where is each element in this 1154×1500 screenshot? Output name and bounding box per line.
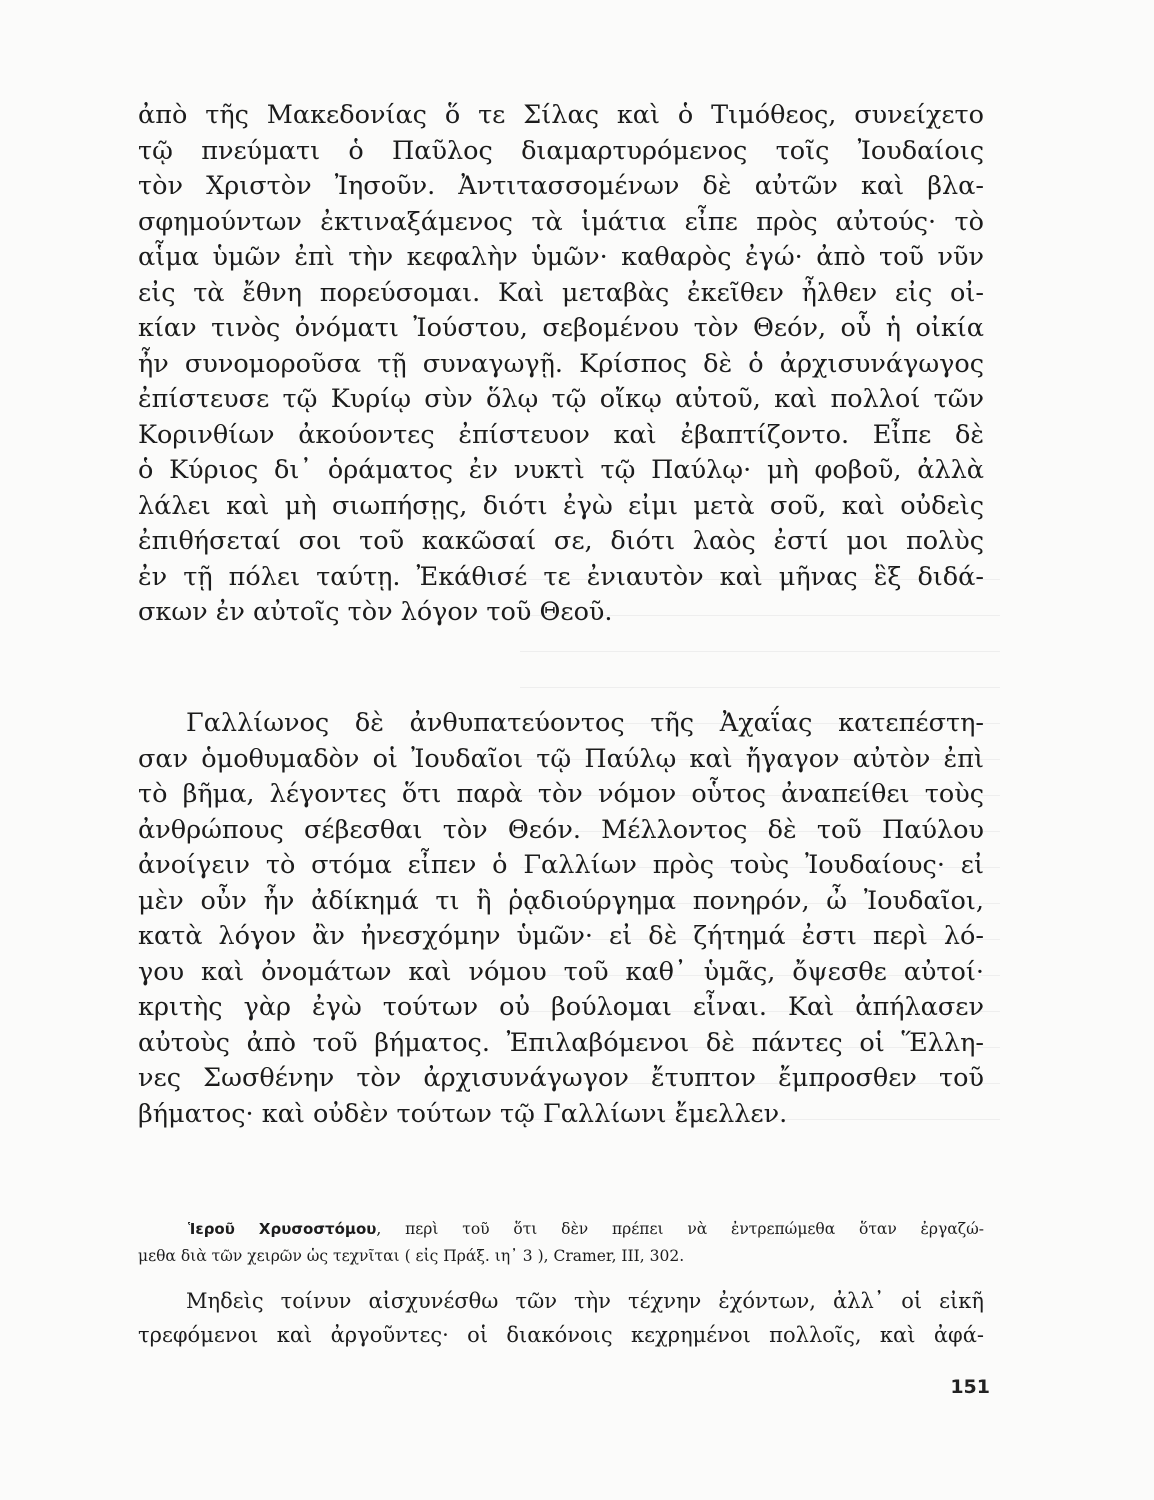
source-author: Ἱεροῦ Χρυσοστόμου [188,1220,377,1238]
text-line: ἦν συνομοροῦσα τῇ συναγωγῇ. Κρίσπος δὲ ὁ ἀρχισυνάγωγος [138,348,984,379]
text-line: Γαλλίωνος δὲ ἀνθυπατεύοντος τῆς Ἀχαΐας κατεπέστη- [186,708,984,738]
quote-line: τρεφόμενοι καὶ ἀργοῦντες· οἱ διακόνοις κεχρημένοι πολλοῖς, καὶ ἀφά- [138,1323,984,1347]
text-line: αὐτοὺς ἀπὸ τοῦ βήματος. Ἐπιλαβόμενοι δὲ πάντες οἱ Ἕλλη- [138,1027,984,1058]
page-number: 151 [950,1376,990,1398]
text-line: Κορινθίων ἀκούοντες ἐπίστευον καὶ ἐβαπτίζοντο. Εἶπε δὲ [138,419,984,450]
text-line: ἀνοίγειν τὸ στόμα εἶπεν ὁ Γαλλίων πρὸς τοὺς Ἰουδαίους· εἰ [138,850,984,880]
text-line: γου καὶ ὀνομάτων καὶ νόμου τοῦ καθ᾽ ὑμᾶς, ὄψεσθε αὐτοί· [138,956,984,987]
text-line: σφημούντων ἐκτιναξάμενος τὰ ἱμάτια εἶπε πρὸς αὐτούς· τὸ [138,206,984,237]
text-line: νες Σωσθένην τὸν ἀρχισυνάγωγον ἔτυπτον ἔμπροσθεν τοῦ [138,1063,984,1093]
text-line: λάλει καὶ μὴ σιωπήσῃς, διότι ἐγὼ εἰμι μετὰ σοῦ, καὶ οὐδεὶς [138,490,984,521]
text-line: σαν ὁμοθυμαδὸν οἱ Ἰουδαῖοι τῷ Παύλῳ καὶ ἤγαγον αὐτὸν ἐπὶ [138,743,984,774]
quotation [138,1284,984,1352]
paragraph-1 [138,98,984,631]
text-line: ἀνθρώπους σέβεσθαι τὸν Θεόν. Μέλλοντος δὲ τοῦ Παύλου [138,814,984,845]
text-line: τὸ βῆμα, λέγοντες ὅτι παρὰ τὸν νόμον οὗτος ἀναπείθει τοὺς [138,779,984,809]
text-line: τῷ πνεύματι ὁ Παῦλος διαμαρτυρόμενος τοῖς Ἰουδαίοις [138,135,984,166]
text-line: ἐπιθήσεταί σοι τοῦ κακῶσαί σε, διότι λαὸς ἐστί μοι πολὺς [138,526,984,556]
text-line: κίαν τινὸς ὀνόματι Ἰούστου, σεβομένου τὸν Θεόν, οὗ ἡ οἰκία [138,313,984,343]
text-line: σκων ἐν αὐτοῖς τὸν λόγον τοῦ Θεοῦ. [138,597,613,627]
text-line: τὸν Χριστὸν Ἰησοῦν. Ἀντιτασσομένων δὲ αὐτῶν καὶ βλα- [138,171,984,201]
text-line: μὲν οὖν ἦν ἀδίκημά τι ἢ ῥᾳδιούργημα πονηρόν, ὦ Ἰουδαῖοι, [138,885,984,916]
source-note [138,1216,984,1270]
source-note-text: , περὶ τοῦ ὅτι δὲν πρέπει νὰ ἐντρεπώμεθα ὅταν ἐργαζώ- [376,1220,984,1238]
text-line: κριτὴς γὰρ ἐγὼ τούτων οὐ βούλομαι εἶναι. Καὶ ἀπήλασεν [138,992,984,1022]
text-line: βήματος· καὶ οὐδὲν τούτων τῷ Γαλλίωνι ἔμελλεν. [138,1098,788,1129]
quote-line: Μηδεὶς τοίνυν αἰσχυνέσθω τῶν τὴν τέχνην ἐχόντων, ἀλλ᾽ οἱ εἰκῆ [186,1289,984,1313]
text-line: ἐν τῇ πόλει ταύτῃ. Ἐκάθισέ τε ἐνιαυτὸν καὶ μῆνας ἓξ διδά- [138,561,984,592]
text-line: κατὰ λόγον ἂν ἠνεσχόμην ὑμῶν· εἰ δὲ ζήτημά ἐστι περὶ λό- [138,921,984,951]
text-line: εἰς τὰ ἔθνη πορεύσομαι. Καὶ μεταβὰς ἐκεῖθεν ἦλθεν εἰς οἰ- [138,277,984,308]
paragraph-2 [138,706,984,1132]
text-line: ἀπὸ τῆς Μακεδονίας ὅ τε Σίλας καὶ ὁ Τιμόθεος, συνείχετο [138,100,984,130]
text-line: ὁ Κύριος δι᾽ ὁράματος ἐν νυκτὶ τῷ Παύλῳ· μὴ φοβοῦ, ἀλλὰ [138,455,984,485]
source-note-line: μεθα διὰ τῶν χειρῶν ὡς τεχνῖται ( εἰς Πράξ. ιη᾽ 3 ), Cramer, III, 302. [138,1247,685,1265]
text-line: αἷμα ὑμῶν ἐπὶ τὴν κεφαλὴν ὑμῶν· καθαρὸς ἐγώ· ἀπὸ τοῦ νῦν [138,242,984,272]
text-line: ἐπίστευσε τῷ Κυρίῳ σὺν ὅλῳ τῷ οἴκῳ αὐτοῦ, καὶ πολλοί τῶν [138,384,984,414]
source-note-line [138,1216,984,1243]
